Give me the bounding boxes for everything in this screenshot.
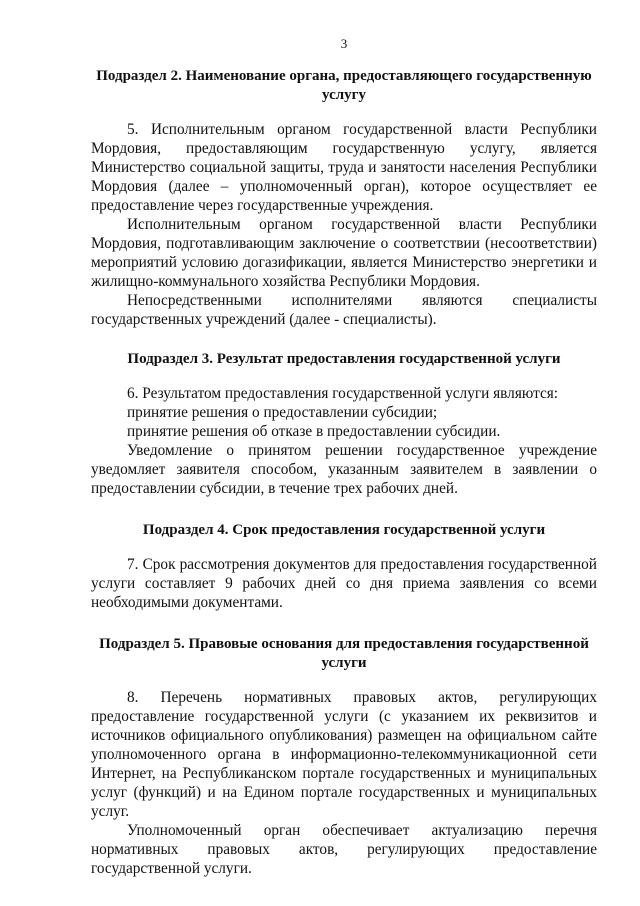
section-2 bbox=[91, 67, 597, 329]
section-heading: Подраздел 2. Наименование органа, предоставляющего государственную услугу bbox=[96, 68, 592, 103]
paragraph: принятие решения об отказе в предоставлении субсидии. bbox=[127, 423, 501, 440]
section-5 bbox=[91, 635, 597, 878]
section-body bbox=[91, 555, 597, 612]
paragraph: 7. Срок рассмотрения документов для предоставления государственной услуги составляет 9 рабочих дней со дня приема заявления со всеми необходимыми документами. bbox=[91, 556, 597, 611]
page-number: 3 bbox=[340, 36, 348, 51]
section-4 bbox=[91, 521, 597, 612]
section-heading: Подраздел 4. Срок предоставления государственной услуги bbox=[142, 522, 546, 538]
section-heading: Подраздел 3. Результат предоставления государственной услуги bbox=[127, 351, 561, 367]
paragraph: Уполномоченный орган обеспечивает актуализацию перечня нормативных правовых актов, регулирующих предоставление государственной услуги. bbox=[91, 822, 597, 877]
paragraph: 5. Исполнительным органом государственной власти Республики Мордовия, предоставляющим государственную услугу, является Министерство социальной защиты, труда и занятости населения Республики Мордовия (далее – уполномоченный орган), которое осуществляет ее предоставление через государственные учреждения. bbox=[91, 121, 597, 214]
paragraph: Непосредственными исполнителями являются специалисты государственных учреждений (далее - специалисты). bbox=[91, 292, 597, 328]
paragraph: Исполнительным органом государственной власти Республики Мордовия, подготавливающим заключение о соответствии (несоответствии) мероприятий условию догазификации, является Министерство энергетики и жилищно-коммунального хозяйства Республики Мордовия. bbox=[91, 216, 597, 290]
paragraph: принятие решения о предоставлении субсидии; bbox=[127, 404, 438, 421]
section-heading: Подраздел 5. Правовые основания для предоставления государственной услуги bbox=[99, 636, 589, 671]
paragraph: 6. Результатом предоставления государственной услуги являются: bbox=[127, 385, 559, 402]
document-page bbox=[91, 36, 597, 878]
section-body bbox=[91, 384, 597, 498]
section-body bbox=[91, 120, 597, 329]
paragraph: 8. Перечень нормативных правовых актов, регулирующих предоставление государственной услуги (с указанием их реквизитов и источников официального опубликования) размещен на официальном сайте уполномоченного органа в информационно-телекоммуникационной сети Интернет, на Республиканском портале государственных и муниципальных услуг (функций) и на Едином портале государственных и муниципальных услуг. bbox=[91, 689, 597, 820]
section-body bbox=[91, 688, 597, 878]
section-3 bbox=[91, 350, 597, 498]
paragraph: Уведомление о принятом решении государственное учреждение уведомляет заявителя способом, указанным заявителем в заявлении о предоставлении субсидии, в течение трех рабочих дней. bbox=[91, 442, 597, 497]
